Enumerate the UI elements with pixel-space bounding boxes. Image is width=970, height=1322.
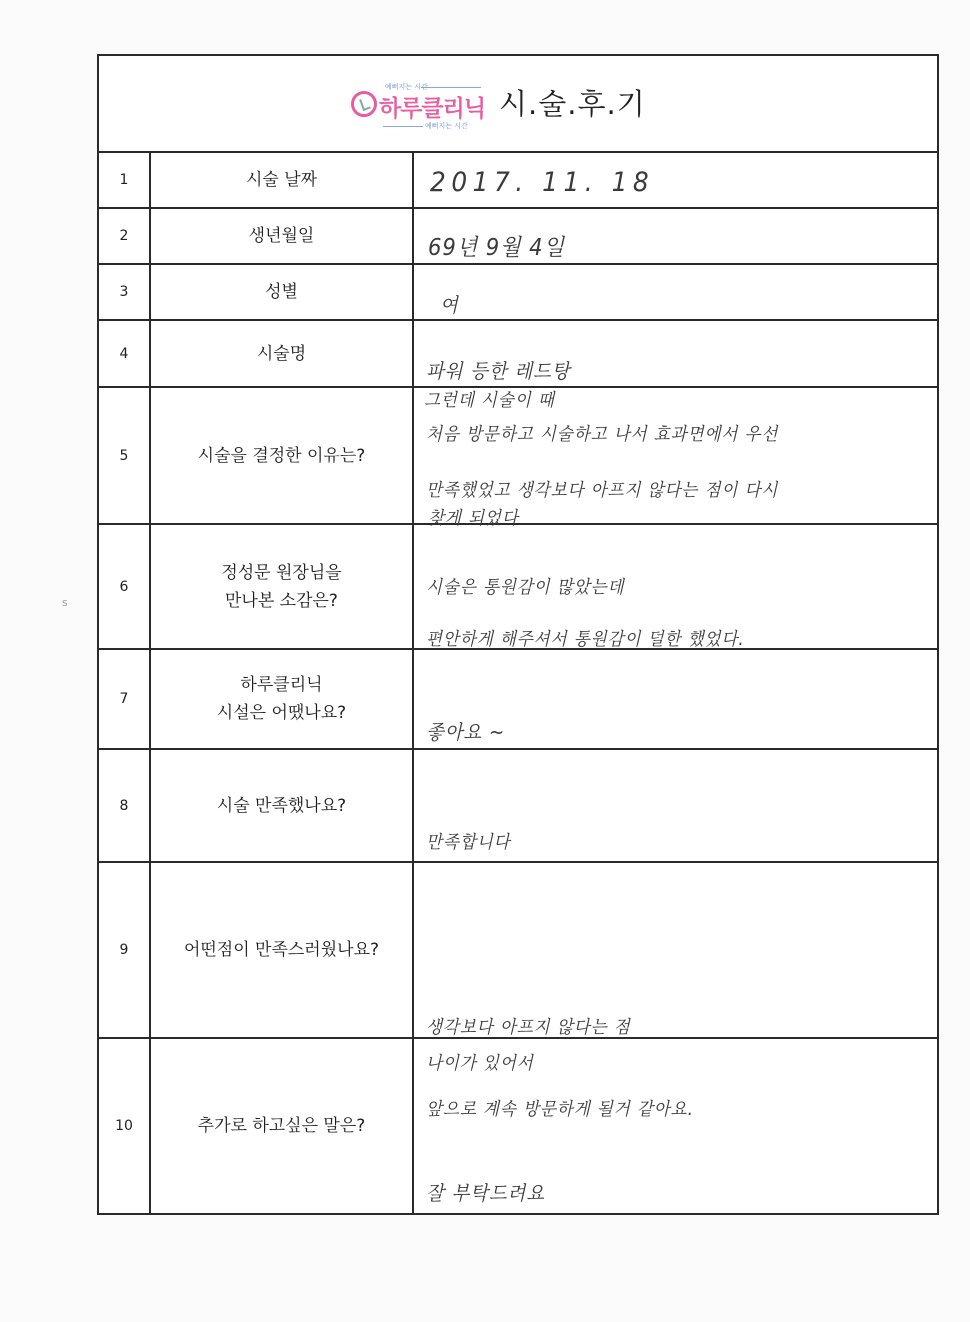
row-question: 하루클리닉 시설은 어땠나요? [151, 650, 414, 748]
handwritten-answer: 파워 등한 레드탕 [426, 359, 571, 383]
answer-cell [414, 209, 937, 263]
answer-cell [414, 388, 937, 529]
form-row-gender [99, 265, 937, 321]
handwritten-answer: 2017. 11. 18 [430, 167, 655, 198]
logo-text: 하루클리닉 [379, 96, 486, 122]
row-number: 2 [99, 209, 151, 263]
row-number: 4 [99, 321, 151, 386]
form-row-impression [99, 525, 937, 650]
form-row-birthdate [99, 209, 937, 265]
form-row-satisfaction [99, 750, 937, 863]
row-question: 정성문 원장님을 만나본 소감은? [151, 525, 414, 648]
margin-mark: s [62, 596, 68, 609]
handwritten-answer: 여 [440, 293, 459, 317]
handwritten-answer-line: 찾게 되었다 [428, 508, 519, 529]
row-number: 10 [99, 1039, 151, 1213]
handwritten-answer: 69년 9월 4일 [428, 235, 565, 261]
logo-line [383, 126, 423, 127]
handwritten-answer-line: 편안하게 해주셔서 통원감이 덜한 했었다. [426, 629, 745, 650]
row-question: 성별 [151, 265, 414, 319]
handwritten-answer-line: 처음 방문하고 시술하고 나서 효과면에서 우선 [426, 424, 779, 445]
answer-cell [414, 650, 937, 748]
form-title: 시.술.후.기 [499, 87, 646, 121]
handwritten-answer-line: 시술은 통원감이 많았는데 [426, 577, 625, 598]
row-number: 3 [99, 265, 151, 319]
handwritten-answer-line: 잘 부탁드려요 [426, 1181, 545, 1205]
form-row-procedure [99, 321, 937, 388]
form-row-satisfying-points [99, 863, 937, 1039]
row-question: 추가로 하고싶은 말은? [151, 1039, 414, 1213]
clinic-logo [351, 76, 486, 136]
answer-cell [414, 1039, 937, 1213]
handwritten-answer: 만족합니다 [426, 832, 511, 853]
review-form [97, 54, 939, 1215]
alarm-clock-icon [351, 91, 377, 117]
handwritten-answer-line: 만족했었고 생각보다 아프지 않다는 점이 다시 [426, 480, 779, 501]
logo-line [421, 87, 481, 88]
answer-cell [414, 525, 937, 648]
row-question: 시술 만족했나요? [151, 750, 414, 861]
form-header [99, 56, 937, 153]
handwritten-answer-line: 앞으로 계속 방문하게 될거 같아요. [426, 1099, 694, 1120]
logo-tagline-top: 예뻐지는 시간 [385, 83, 428, 91]
row-number: 8 [99, 750, 151, 861]
handwritten-answer-line: 그런데 시술이 때 [424, 390, 555, 411]
row-number: 1 [99, 153, 151, 207]
handwritten-answer-line: 나이가 있어서 [426, 1053, 534, 1074]
row-question: 어떤점이 만족스러웠나요? [151, 863, 414, 1037]
form-row-additional-comments [99, 1039, 937, 1213]
row-number: 7 [99, 650, 151, 748]
row-number: 9 [99, 863, 151, 1037]
answer-cell [414, 321, 937, 386]
handwritten-answer: 생각보다 아프지 않다는 점 [426, 1017, 631, 1038]
logo-tagline-bottom: 예뻐지는 시간 [425, 122, 468, 130]
answer-cell [414, 153, 937, 207]
row-number: 5 [99, 388, 151, 523]
row-number: 6 [99, 525, 151, 648]
answer-cell [414, 863, 937, 1037]
row-question: 생년월일 [151, 209, 414, 263]
row-question: 시술을 결정한 이유는? [151, 388, 414, 523]
handwritten-answer: 좋아요 ~ [426, 720, 506, 744]
form-row-date [99, 153, 937, 209]
form-row-facility [99, 650, 937, 750]
row-question: 시술 날짜 [151, 153, 414, 207]
answer-cell [414, 265, 937, 319]
form-row-reason [99, 388, 937, 529]
answer-cell [414, 750, 937, 861]
row-question: 시술명 [151, 321, 414, 386]
